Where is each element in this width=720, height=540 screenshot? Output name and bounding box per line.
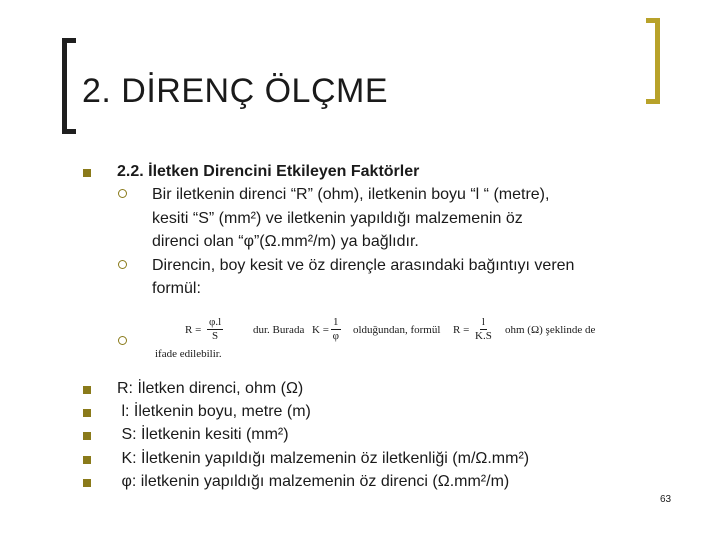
sub2-line-1: Direncin, boy kesit ve öz dirençle arasındaki bağıntıyı veren <box>152 257 575 274</box>
definition-item: K: İletkenin yapıldığı malzemenin öz iletkenliği (m/Ω.mm²) <box>117 450 530 467</box>
sub1-line-1: Bir iletkenin direnci “R” (ohm), iletkenin boyu “l “ (metre), <box>152 186 550 203</box>
title-bracket-left <box>62 38 76 134</box>
bullet-ring <box>118 260 127 269</box>
formula-r2-numerator: l <box>481 316 485 328</box>
title-bracket-right <box>646 18 660 104</box>
bullet-square <box>83 409 91 417</box>
page-number: 63 <box>660 494 672 505</box>
bullet-square <box>83 479 91 487</box>
formula-r2-fraction <box>475 316 492 343</box>
formula-text-1: dur. Burada <box>253 324 305 336</box>
definition-item: S: İletkenin kesiti (mm²) <box>117 426 289 443</box>
sub1-line-3: direnci olan “φ”(Ω.mm²/m) ya bağlıdır. <box>152 233 419 250</box>
sub2-line-2: formül: <box>152 280 201 297</box>
formula-k-fraction <box>331 316 341 343</box>
sub1-line-2: kesiti “S” (mm²) ve iletkenin yapıldığı malzemenin öz <box>152 210 523 227</box>
bullet-ring <box>118 189 127 198</box>
bullet-ring <box>118 336 127 345</box>
formula-r2-denominator: K.S <box>475 330 492 342</box>
formula-image <box>155 312 625 362</box>
slide-title: 2. DİRENÇ ÖLÇME <box>82 72 388 110</box>
section-heading: 2.2. İletken Direncini Etkileyen Faktörler <box>117 163 420 180</box>
bullet-square <box>83 456 91 464</box>
formula-r-fraction <box>207 316 223 343</box>
definition-item: l: İletkenin boyu, metre (m) <box>117 403 311 420</box>
definition-item: φ: iletkenin yapıldığı malzemenin öz direnci (Ω.mm²/m) <box>117 473 510 490</box>
formula-text-2: olduğundan, formül <box>353 324 441 336</box>
formula-text-4: ifade edilebilir. <box>155 348 222 360</box>
definition-item: R: İletken direnci, ohm (Ω) <box>117 380 304 397</box>
formula-k-denominator: φ <box>332 330 339 342</box>
formula-r-denominator: S <box>212 330 219 342</box>
bullet-square <box>83 432 91 440</box>
formula-r-numerator: φ.l <box>209 316 222 328</box>
formula-k-eq: K = <box>312 324 329 336</box>
formula-r2-eq: R = <box>453 324 470 336</box>
formula-text-3: ohm (Ω) şeklinde de <box>505 324 596 336</box>
formula-r-eq: R = <box>185 324 202 336</box>
bullet-square <box>83 169 91 177</box>
formula-k-numerator: 1 <box>333 316 339 328</box>
bullet-square <box>83 386 91 394</box>
